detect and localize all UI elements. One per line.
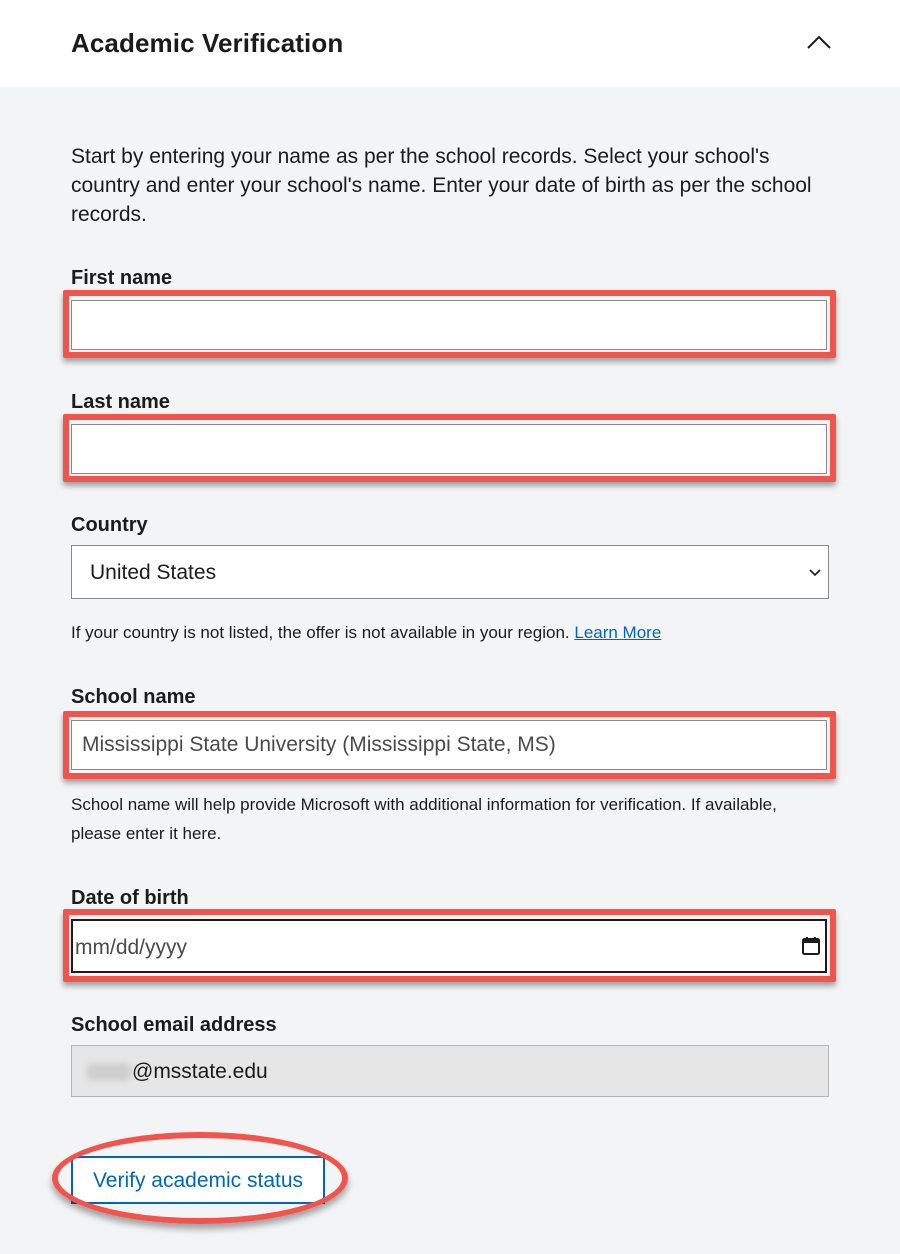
country-label: Country bbox=[71, 514, 148, 536]
school-name-help: School name will help provide Microsoft with additional information for verification. If available, please enter it here. bbox=[71, 795, 777, 843]
country-selected-value: United States bbox=[90, 561, 217, 584]
collapse-button[interactable] bbox=[800, 22, 838, 60]
chevron-down-icon bbox=[806, 564, 824, 582]
email-domain: @msstate.edu bbox=[132, 1060, 268, 1083]
section-title: Academic Verification bbox=[71, 28, 344, 58]
first-name-input[interactable] bbox=[72, 301, 826, 349]
last-name-label: Last name bbox=[71, 391, 170, 413]
last-name-field[interactable] bbox=[71, 424, 827, 474]
chevron-up-icon bbox=[800, 22, 838, 60]
section-header bbox=[0, 0, 900, 87]
school-name-field[interactable] bbox=[71, 720, 827, 770]
school-email-label: School email address bbox=[71, 1014, 277, 1036]
calendar-icon[interactable] bbox=[801, 936, 821, 956]
first-name-label: First name bbox=[71, 267, 173, 289]
school-email-field bbox=[71, 1045, 829, 1097]
school-name-input[interactable] bbox=[72, 721, 826, 769]
dob-field[interactable] bbox=[71, 919, 827, 973]
email-username-blurred bbox=[86, 1063, 132, 1081]
school-name-label: School name bbox=[71, 686, 196, 708]
learn-more-link[interactable]: Learn More bbox=[574, 623, 662, 642]
country-help bbox=[71, 618, 831, 647]
dob-label: Date of birth bbox=[71, 887, 189, 909]
first-name-field[interactable] bbox=[71, 300, 827, 350]
intro-text: Start by entering your name as per the school records. Select your school's country and enter your school's name. Enter your date of birth as per the school records. bbox=[71, 145, 812, 226]
country-select[interactable] bbox=[71, 545, 829, 599]
country-help-text: If your country is not listed, the offer is not available in your region. bbox=[71, 623, 570, 642]
dob-placeholder: mm/dd/yyyy bbox=[75, 936, 188, 959]
verify-academic-status-button[interactable]: Verify academic status bbox=[71, 1156, 325, 1204]
last-name-input[interactable] bbox=[72, 425, 826, 473]
